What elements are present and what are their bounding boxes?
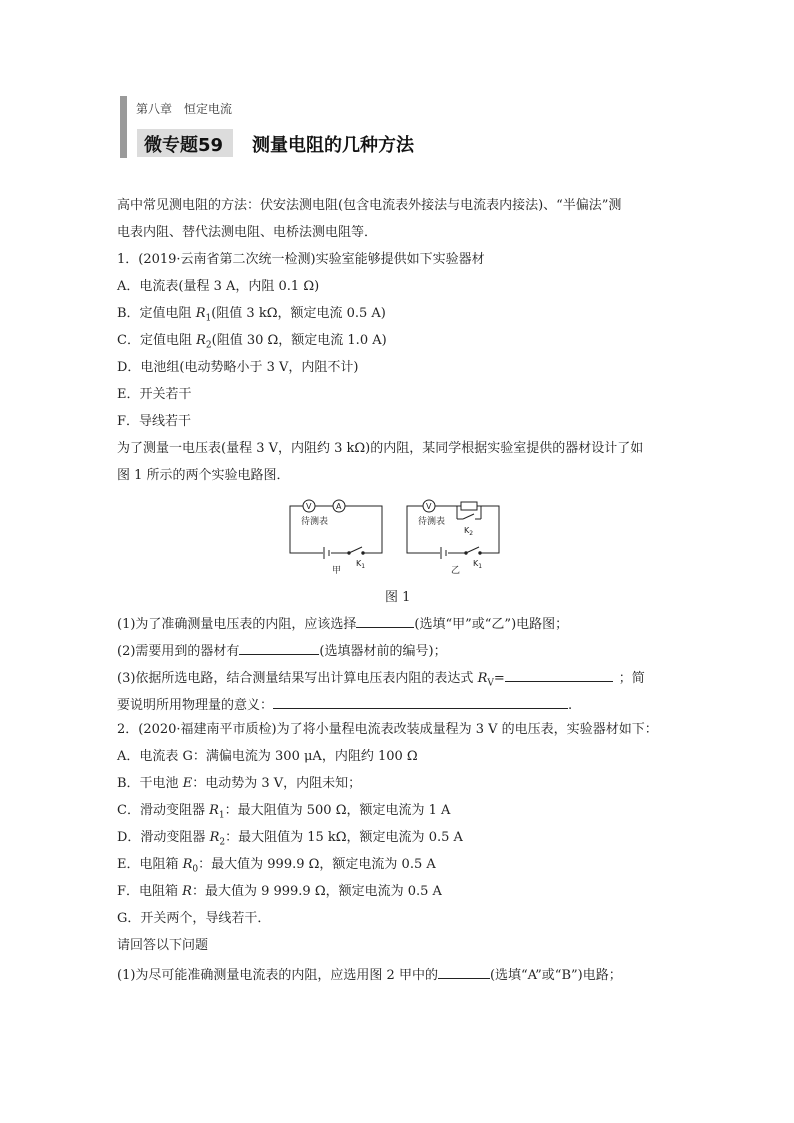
q1-option-b-pre: B．定值电阻 [117,306,196,321]
q2-option-f-pre: F．电阻箱 [117,884,183,899]
chapter-number: 第八章 [136,102,173,116]
meter-v-label: V [306,502,312,511]
k1-letter-2: K [473,559,479,568]
circuit-yi-frame [407,506,499,553]
q2-option-f-var: R [182,884,192,899]
intro-line-1: 高中常见测电阻的方法：伏安法测电阻(包含电流表外接法与电流表内接法)、“半偏法”测 [117,198,622,213]
answer-blank[interactable] [505,667,613,682]
q2-option-e-var: R [182,857,193,872]
q2-option-c-pre: C．滑动变阻器 [117,803,210,818]
q2-option-b-post: ：电动势为 3 V，内阻未知； [192,776,362,791]
k2-label [464,526,473,537]
q1-option-c-sub: 2 [205,340,212,351]
q1-stem: 1．(2019·云南省第二次统一检测)实验室能够提供如下实验器材 [117,252,485,267]
page-title: 测量电阻的几种方法 [252,135,414,156]
q2-option-g: G．开关两个，导线若干． [117,911,271,926]
q2-option-d-post: ：最大阻值为 15 kΩ，额定电流为 0.5 A [225,830,463,845]
circuit-jia-frame [290,506,382,553]
q2-option-d-var: R [209,830,220,845]
q1-sub-3-var: R [477,671,488,686]
answer-blank[interactable] [438,964,490,979]
q1-sub-3-post: ；简 [618,671,645,686]
q2-option-c-var: R [209,803,219,818]
dut-label: 待测表 [301,517,329,527]
q1-sub-3-line-2-text: 要说明所用物理量的意义： [117,698,274,713]
k2-sub: 2 [469,530,474,537]
q1-sub-2-pre: (2)需要用到的器材有 [117,644,240,659]
switch-k2-icon [463,514,474,519]
q2-option-e [117,856,436,879]
chapter-name: 恒定电流 [184,102,233,116]
q1-option-e: E．开关若干 [117,387,192,402]
figure-1-caption: 图 1 [385,590,411,605]
q2-option-c-post: ：最大阻值为 500 Ω，额定电流为 1 A [224,803,451,818]
q1-sub-3-mid: = [493,671,505,686]
dut-label-2: 待测表 [418,517,446,527]
q2-option-b [117,775,361,793]
q1-sub-3-end: . [568,698,573,713]
q2-option-c [117,802,450,825]
q2-option-a: A．电流表 G：满偏电流为 300 μA，内阻约 100 Ω [117,749,418,764]
q1-sub-3 [117,667,645,693]
q1-option-b-var: R [195,306,206,321]
q1-sub-3-line-2 [117,694,572,715]
q2-option-e-pre: E．电阻箱 [117,857,183,872]
label-jia: 甲 [332,566,342,575]
q2-option-e-post: ：最大值为 999.9 Ω，额定电流为 0.5 A [198,857,436,872]
k1-label-2 [473,559,482,570]
q2-prompt: 请回答以下问题 [117,938,209,953]
answer-blank[interactable] [273,694,568,709]
q2-sub-1 [117,964,622,985]
q1-sub-3-pre: (3)依据所选电路，结合测量结果写出计算电压表内阻的表达式 [117,671,478,686]
k1-sub: 1 [361,563,366,570]
q1-desc-line-1: 为了测量一电压表(量程 3 V，内阻约 3 kΩ)的内阻，某同学根据实验室提供的器材设计了如 [117,441,644,456]
q1-sub-3-sub: V [487,678,494,689]
q1-option-c [117,332,387,355]
answer-blank[interactable] [239,640,319,655]
k1-letter: K [356,559,362,568]
q1-option-a: A．电流表(量程 3 A，内阻 0.1 Ω) [117,279,320,294]
q2-option-e-sub: 0 [192,864,199,875]
q1-option-d: D．电池组(电动势略小于 3 V，内阻不计) [117,360,359,375]
q1-option-b [117,305,386,328]
header-bar [120,96,127,158]
q1-sub-1 [117,613,568,634]
k1-sub-2: 1 [478,563,483,570]
q1-desc-line-2: 图 1 所示的两个实验电路图． [117,468,290,483]
q2-option-f-post: ：最大值为 9 999.9 Ω，额定电流为 0.5 A [191,884,442,899]
q1-sub-2 [117,640,447,661]
topic-number: 微专题59 [144,135,224,156]
q2-option-b-var: E [182,776,193,791]
q1-option-b-sub: 1 [205,313,212,324]
q2-sub-1-pre: (1)为尽可能准确测量电流表的内阻，应选用图 2 甲中的 [117,968,438,983]
q2-option-f [117,883,442,901]
q2-option-d-pre: D．滑动变阻器 [117,830,210,845]
q1-option-c-post: (阻值 30 Ω，额定电流 1.0 A) [211,333,387,348]
q2-option-b-pre: B．干电池 [117,776,183,791]
resistor-icon [461,502,477,510]
q1-option-f: F．导线若干 [117,414,192,429]
q2-option-d-sub: 2 [219,837,226,848]
k2-letter: K [464,526,470,535]
q2-sub-1-post: (选填“A”或“B”)电路； [489,968,622,983]
q1-option-c-var: R [196,333,206,348]
q1-option-b-post: (阻值 3 kΩ，额定电流 0.5 A) [211,306,386,321]
intro-line-2: 电表内阻、替代法测电阻、电桥法测电阻等． [117,225,378,240]
q1-option-c-pre: C．定值电阻 [117,333,197,348]
chapter-label [136,100,244,117]
q1-sub-2-post: (选填器材前的编号)； [319,644,447,659]
q2-stem: 2．(2020·福建南平市质检)为了将小量程电流表改装成量程为 3 V 的电压表，实验器材如下： [117,722,658,737]
q2-option-d [117,829,463,852]
meter-v-label-2: V [426,502,432,511]
label-yi: 乙 [451,566,461,575]
q1-sub-1-pre: (1)为了准确测量电压表的内阻，应该选择 [117,617,357,632]
meter-a-label: A [336,502,342,511]
q2-option-c-sub: 1 [218,810,225,821]
figure-1-circuits [285,495,505,575]
q1-sub-1-post: (选填“甲”或“乙”)电路图； [414,617,569,632]
k1-label [356,559,365,570]
answer-blank[interactable] [356,613,414,628]
